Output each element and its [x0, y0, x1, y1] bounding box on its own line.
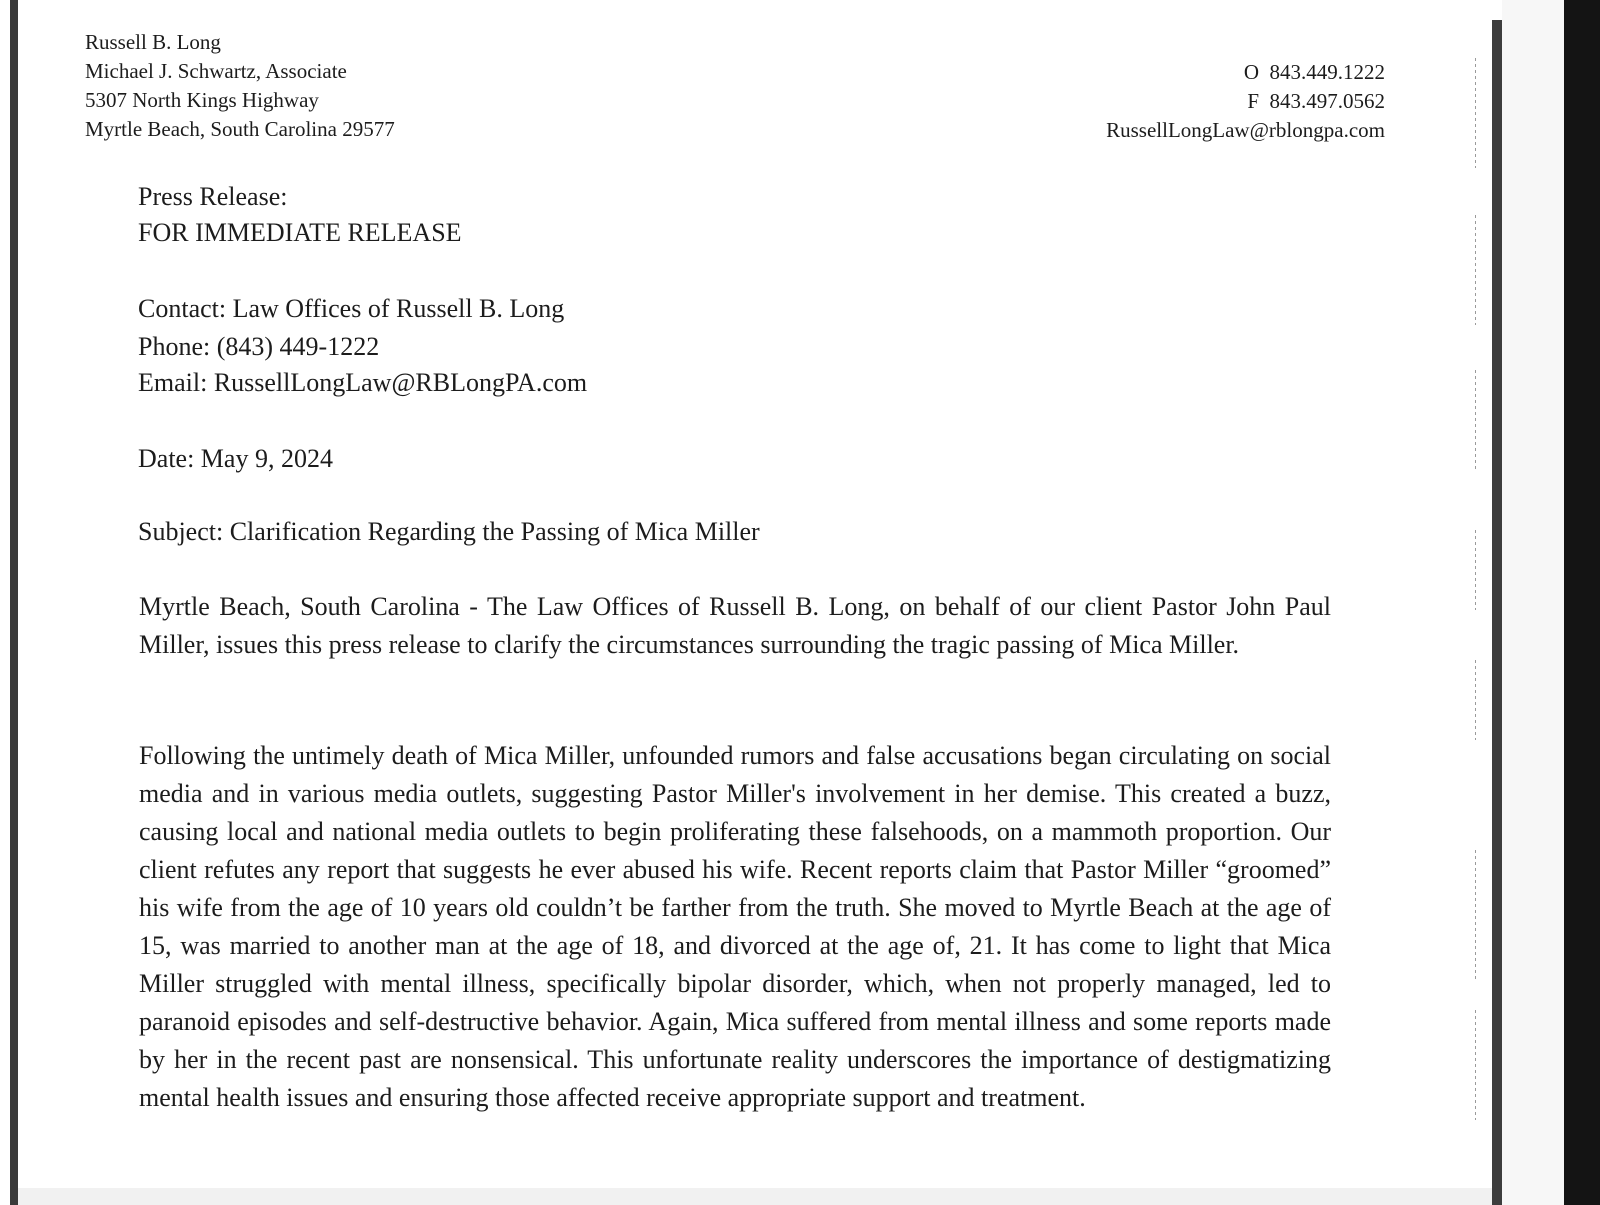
phone-line: Phone: (843) 449-1222 — [138, 332, 380, 361]
opening-paragraph: Myrtle Beach, South Carolina - The Law Offices of Russell B. Long, on behalf of our client Pastor John Paul Miller, issues this press release to clarify the circumstances surrounding the tragic passing of Mica Miller. — [139, 592, 1331, 659]
scan-artifact-line — [1475, 58, 1476, 168]
letterhead-office-phone: O 843.449.1222 — [1243, 60, 1385, 84]
scan-artifact-line — [1475, 215, 1476, 325]
page-left-border — [10, 0, 18, 1205]
letterhead-name: Russell B. Long — [85, 30, 221, 54]
immediate-release-heading: FOR IMMEDIATE RELEASE — [138, 218, 462, 247]
body-paragraph: Following the untimely death of Mica Miller, unfounded rumors and false accusations began circulating on social media and in various media outlets, suggesting Pastor Miller's involvement in her demise. This created a buzz, causing local and national media outlets to begin proliferating these falsehoods, on a mammoth proportion. Our client refutes any report that suggests he ever abused his wife. Recent reports claim that Pastor Miller “groomed” his wife from the age of 10 years old couldn’t be farther from the truth. She moved to Myrtle Beach at the age of 15, was married to another man at the age of 18, and divorced at the age of, 21. It has come to light that Mica Miller struggled with mental illness, specifically bipolar disorder, which, when not properly managed, led to paranoid episodes and self-destructive behavior. Again, Mica suffered from mental illness and some reports made by her in the recent past are nonsensical. This unfortunate reality underscores the importance of destigmatizing mental health issues and ensuring those affected receive appropriate support and treatment. — [139, 741, 1331, 1112]
letterhead-associate: Michael J. Schwartz, Associate — [85, 59, 347, 83]
letterhead-address-block — [85, 28, 395, 144]
date-line: Date: May 9, 2024 — [138, 444, 333, 473]
letterhead-fax: F 843.497.0562 — [1247, 89, 1385, 113]
contact-line: Contact: Law Offices of Russell B. Long — [138, 294, 565, 323]
page-right-border — [1492, 20, 1502, 1205]
viewer-margin — [1502, 0, 1564, 1205]
viewer-edge — [1564, 0, 1600, 1205]
subject-line: Subject: Clarification Regarding the Passing of Mica Miller — [138, 517, 760, 546]
scan-artifact-line — [1475, 660, 1476, 740]
letterhead-city: Myrtle Beach, South Carolina 29577 — [85, 117, 395, 141]
email-line: Email: RussellLongLaw@RBLongPA.com — [138, 368, 588, 397]
scan-artifact-line — [1475, 1010, 1476, 1120]
press-release-label: Press Release: — [138, 182, 288, 211]
viewer-bottom-bar — [18, 1188, 1492, 1205]
letterhead-contact-block — [1106, 58, 1385, 145]
letterhead-email: RussellLongLaw@rblongpa.com — [1106, 118, 1385, 142]
scan-artifact-line — [1475, 850, 1476, 980]
scan-artifact-line — [1475, 370, 1476, 470]
scan-artifact-line — [1475, 530, 1476, 610]
letterhead-street: 5307 North Kings Highway — [85, 88, 319, 112]
